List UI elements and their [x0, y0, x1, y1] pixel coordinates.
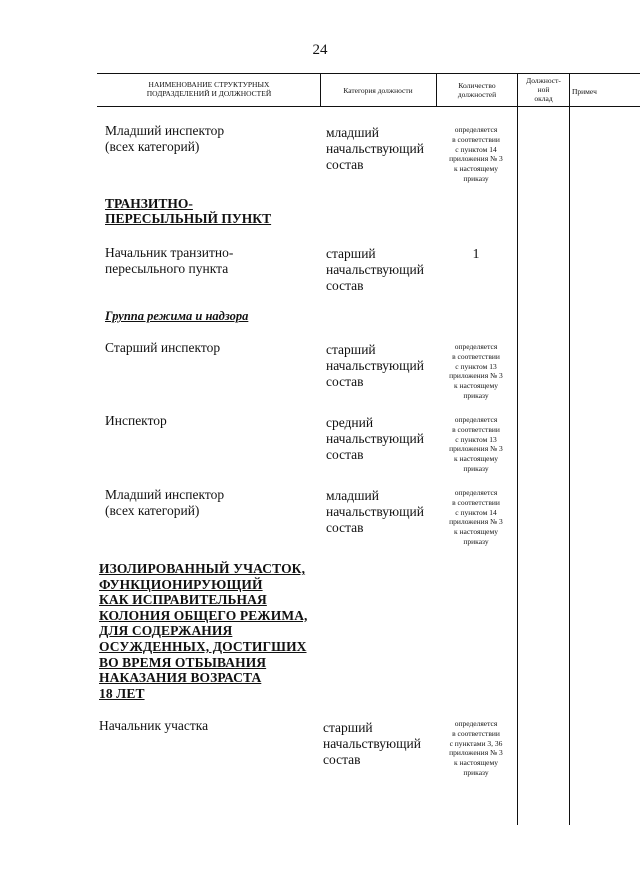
row-count: определяется в соответствии с пунктами 3, 36 приложения № 3 к настоящему приказу — [449, 719, 503, 777]
row-category: средний начальствующий состав — [326, 415, 424, 462]
row-name: Начальник транзитно- пересыльного пункта — [105, 245, 234, 276]
table-header-bottom-border — [97, 106, 640, 107]
header-category: Категория должности — [343, 86, 413, 95]
row-name: Инспектор — [105, 413, 167, 428]
row-category: старший начальствующий состав — [326, 342, 424, 389]
section-heading: ИЗОЛИРОВАННЫЙ УЧАСТОК, ФУНКЦИОНИРУЮЩИЙ КАК ИСПРАВИТЕЛЬНАЯ КОЛОНИЯ ОБЩЕГО РЕЖИМА, ДЛЯ СОДЕРЖАНИЯ ОСУЖДЕННЫХ, ДОСТИГШИХ ВО ВРЕМЯ ОТБЫВАНИЯ НАКАЗАНИЯ ВОЗРАСТА 18 ЛЕТ — [99, 561, 308, 701]
row-name: Младший инспектор (всех категорий) — [105, 123, 225, 154]
row-category: старший начальствующий состав — [326, 246, 424, 293]
header-salary: Должност- ной оклад — [526, 76, 561, 103]
header-count: Количество должностей — [457, 81, 497, 99]
row-count: определяется в соответствии с пунктом 13 приложения № 3 к настоящему приказу — [449, 415, 503, 473]
row-name: Младший инспектор (всех категорий) — [105, 487, 225, 518]
row-category: младший начальствующий состав — [326, 125, 424, 172]
section-heading: ТРАНЗИТНО- ПЕРЕСЫЛЬНЫЙ ПУНКТ — [105, 196, 272, 226]
page-number: 24 — [312, 42, 328, 58]
row-count: 1 — [472, 247, 480, 262]
subsection-heading: Группа режима и надзора — [105, 309, 249, 323]
column-divider-salary — [569, 73, 570, 825]
row-category: старший начальствующий состав — [323, 720, 421, 767]
row-name: Начальник участка — [99, 718, 209, 733]
row-count: определяется в соответствии с пунктом 14 приложения № 3 к настоящему приказу — [449, 488, 503, 546]
row-count: определяется в соответствии с пунктом 14 приложения № 3 к настоящему приказу — [449, 125, 503, 183]
header-note: Примеч — [572, 87, 597, 96]
column-divider-count — [517, 73, 518, 825]
header-name: НАИМЕНОВАНИЕ СТРУКТУРНЫХ ПОДРАЗДЕЛЕНИЙ И ДОЛЖНОСТЕЙ — [146, 80, 272, 98]
table-top-border — [97, 73, 640, 74]
row-category: младший начальствующий состав — [326, 488, 424, 535]
row-name: Старший инспектор — [105, 340, 221, 355]
header-divider-1 — [320, 73, 321, 107]
row-count: определяется в соответствии с пунктом 13 приложения № 3 к настоящему приказу — [449, 342, 503, 400]
